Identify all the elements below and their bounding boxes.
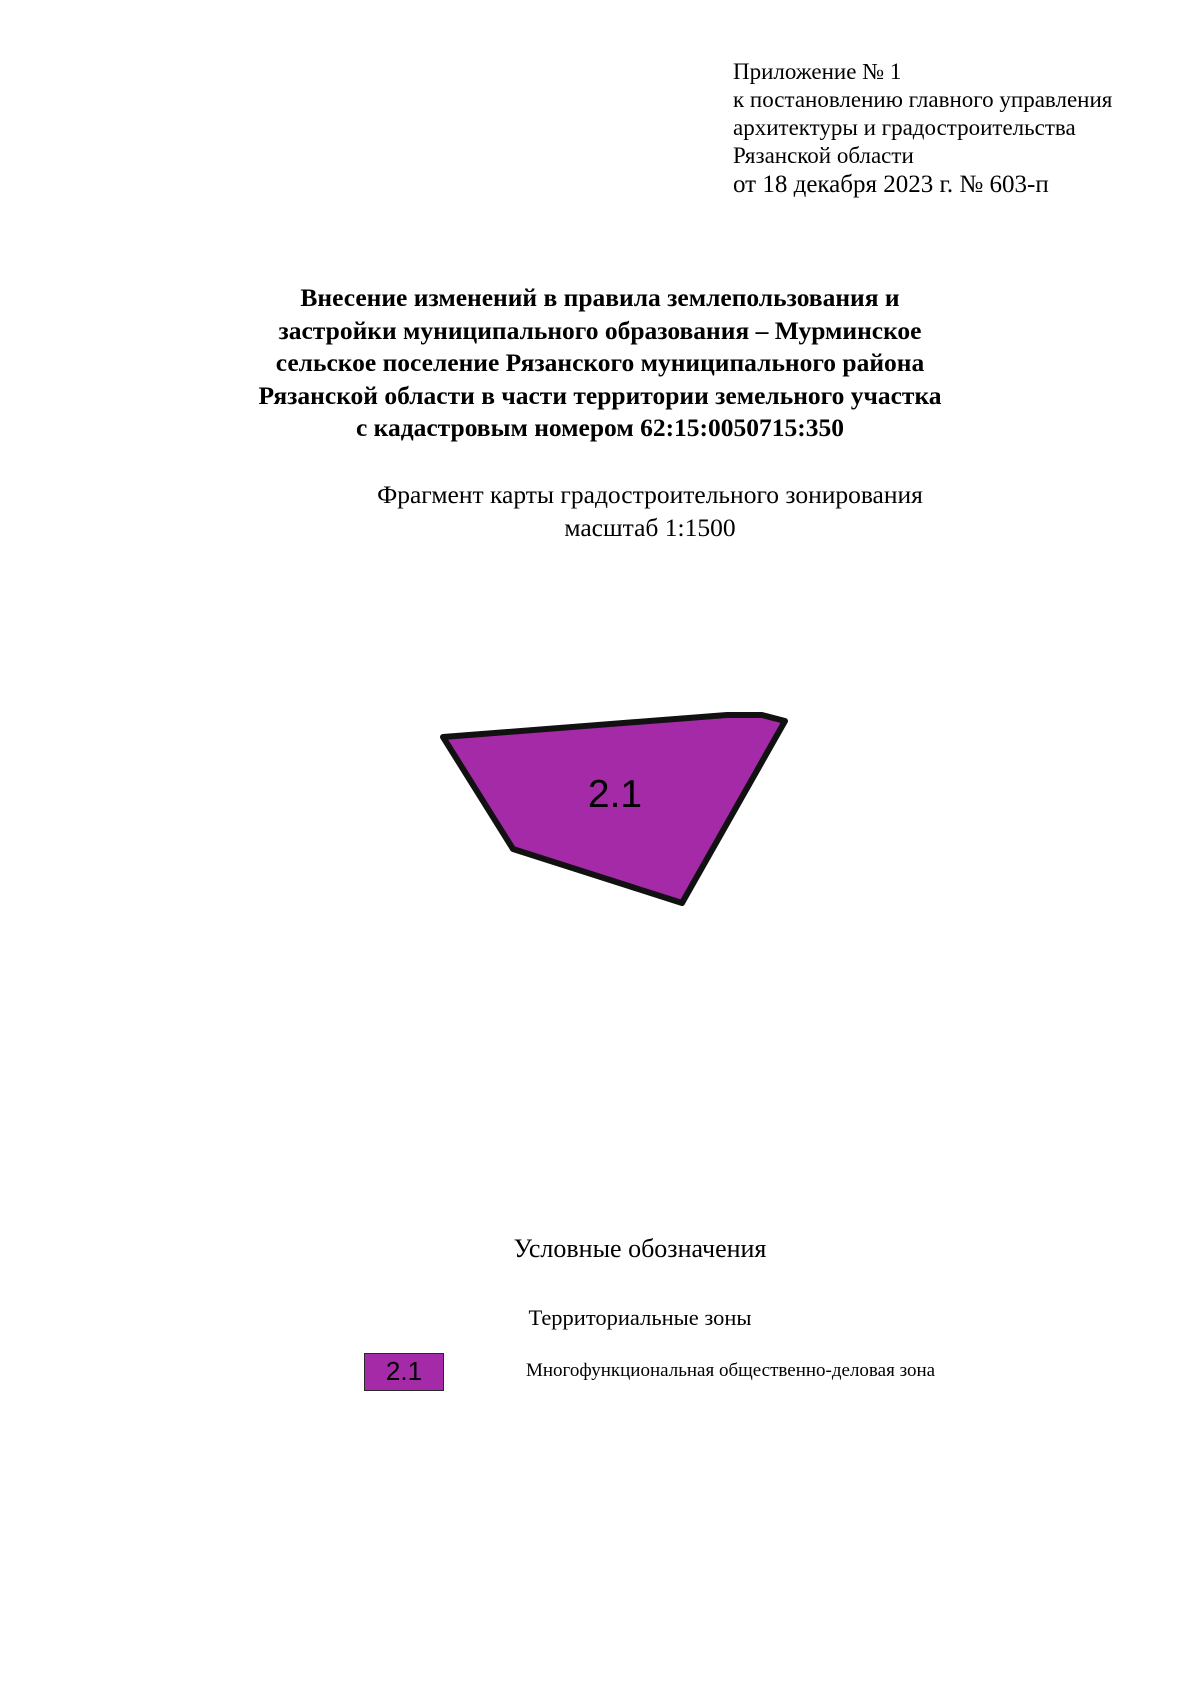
map-scale: масштаб 1:1500 xyxy=(564,513,736,542)
legend-title: Условные обозначения xyxy=(513,1234,767,1263)
appendix-line: Приложение № 1 xyxy=(733,59,902,84)
appendix-line: Рязанской области xyxy=(733,143,914,168)
legend-zone-label: Многофункциональная общественно-деловая зона xyxy=(526,1360,936,1381)
zone-label: 2.1 xyxy=(587,773,643,816)
legend-subtitle: Территориальные зоны xyxy=(528,1305,752,1330)
appendix-line: архитектуры и градостроительства xyxy=(733,115,1076,140)
map-caption-title: Фрагмент карты градостроительного зонирования xyxy=(377,480,923,509)
title-line: с кадастровым номером 62:15:0050715:350 xyxy=(355,413,845,442)
title-line: Внесение изменений в правила землепользования и xyxy=(300,283,900,312)
title-line: Рязанской области в части территории земельного участка xyxy=(258,380,942,410)
appendix-line: к постановлению главного управления xyxy=(733,87,1113,112)
title-line: сельское поселение Рязанского муниципального района xyxy=(275,348,925,377)
title-line: застройки муниципального образования – Мурминское xyxy=(278,315,922,345)
appendix-date-line: от 18 декабря 2023 г. № 603-п xyxy=(733,171,1049,198)
legend-zone-swatch: 2.1 xyxy=(364,1353,444,1391)
